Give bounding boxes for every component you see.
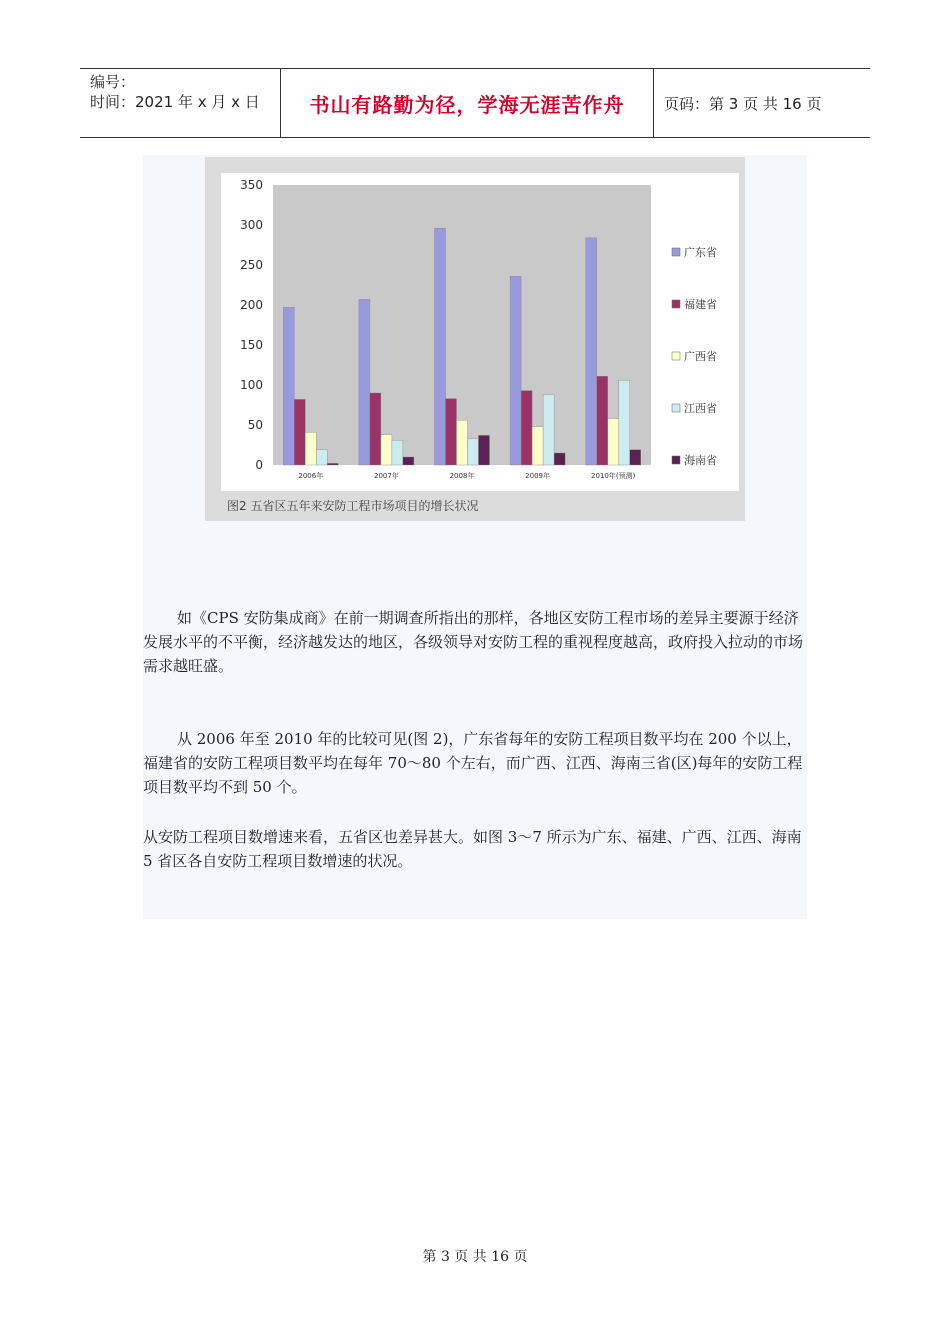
x-tick-label: 2006年 [298,472,324,480]
chart-figure [205,157,745,521]
body-paragraph-1: 如《CPS 安防集成商》在前一期调查所指出的那样，各地区安防工程市场的差异主要源于经济发展水平的不平衡，经济越发达的地区，各级领导对安防工程的重视程度越高，政府投入拉动的市场需求越旺盛。 [143,609,804,675]
legend-swatch [672,248,680,256]
y-tick-label: 350 [240,178,263,192]
bar [294,399,305,465]
bar [392,440,403,465]
legend-label: 广西省 [684,350,717,363]
bar [359,299,370,465]
bar [510,276,521,465]
bar [532,427,543,465]
x-tick-label: 2007年 [373,472,399,480]
y-tick-label: 250 [240,258,263,272]
y-tick-label: 100 [240,378,263,392]
document-time-label: 时间：2021 年 x 月 x 日 [90,93,260,111]
document-number-label: 编号： [90,73,136,91]
chart-caption: 图2 五省区五年来安防工程市场项目的增长状况 [227,499,479,513]
header-page-info: 页码：第 3 页 共 16 页 [664,94,822,113]
legend-swatch [672,404,680,412]
bar [316,450,327,465]
x-tick-label: 2009年 [525,472,551,480]
body-paragraph-2: 从 2006 年至 2010 年的比较可见(图 2)，广东省每年的安防工程项目数平均在 200 个以上，福建省的安防工程项目数平均在每年 70～80 个左右，而广西、江西、海南三省(区)每年的安防工程项目数平均不到 50 个。 [143,730,803,796]
bar-chart [205,157,745,521]
x-tick-label: 2008年 [449,472,475,480]
y-tick-label: 300 [240,218,263,232]
bar [468,439,479,465]
header-table [80,68,870,138]
header-motto: 书山有路勤为径，学海无涯苦作舟 [309,92,625,117]
y-tick-label: 200 [240,298,263,312]
legend-swatch [672,456,680,464]
y-tick-label: 150 [240,338,263,352]
y-tick-label: 0 [255,458,263,472]
bar [554,453,565,465]
x-tick-label: 2010年(预测) [591,472,636,480]
legend-swatch [672,300,680,308]
page-footer: 第 3 页 共 16 页 [422,1249,528,1265]
bar [630,450,641,465]
bar [327,463,338,465]
legend-label: 海南省 [684,454,717,467]
bar [435,228,446,465]
bar [619,380,630,465]
header-page-cell [654,69,870,137]
bar [381,435,392,465]
bar [479,435,490,465]
bar [586,238,597,465]
header-info-cell [80,69,281,137]
legend-swatch [672,352,680,360]
bar [283,307,294,465]
y-tick-label: 50 [247,418,263,432]
legend-label: 福建省 [684,298,717,311]
legend-label: 广东省 [684,246,717,259]
bar [446,399,457,465]
bar [608,419,619,465]
bar [543,395,554,465]
header-motto-cell [281,69,654,137]
bar [597,376,608,465]
body-paragraph-3: 从安防工程项目数增速来看，五省区也差异甚大。如图 3～7 所示为广东、福建、广西、江西、海南 5 省区各自安防工程项目数增速的状况。 [143,828,802,870]
bar [457,420,468,465]
bar [305,432,316,465]
bar [403,457,414,465]
bar [370,393,381,465]
bar [521,391,532,465]
legend-label: 江西省 [684,402,717,415]
